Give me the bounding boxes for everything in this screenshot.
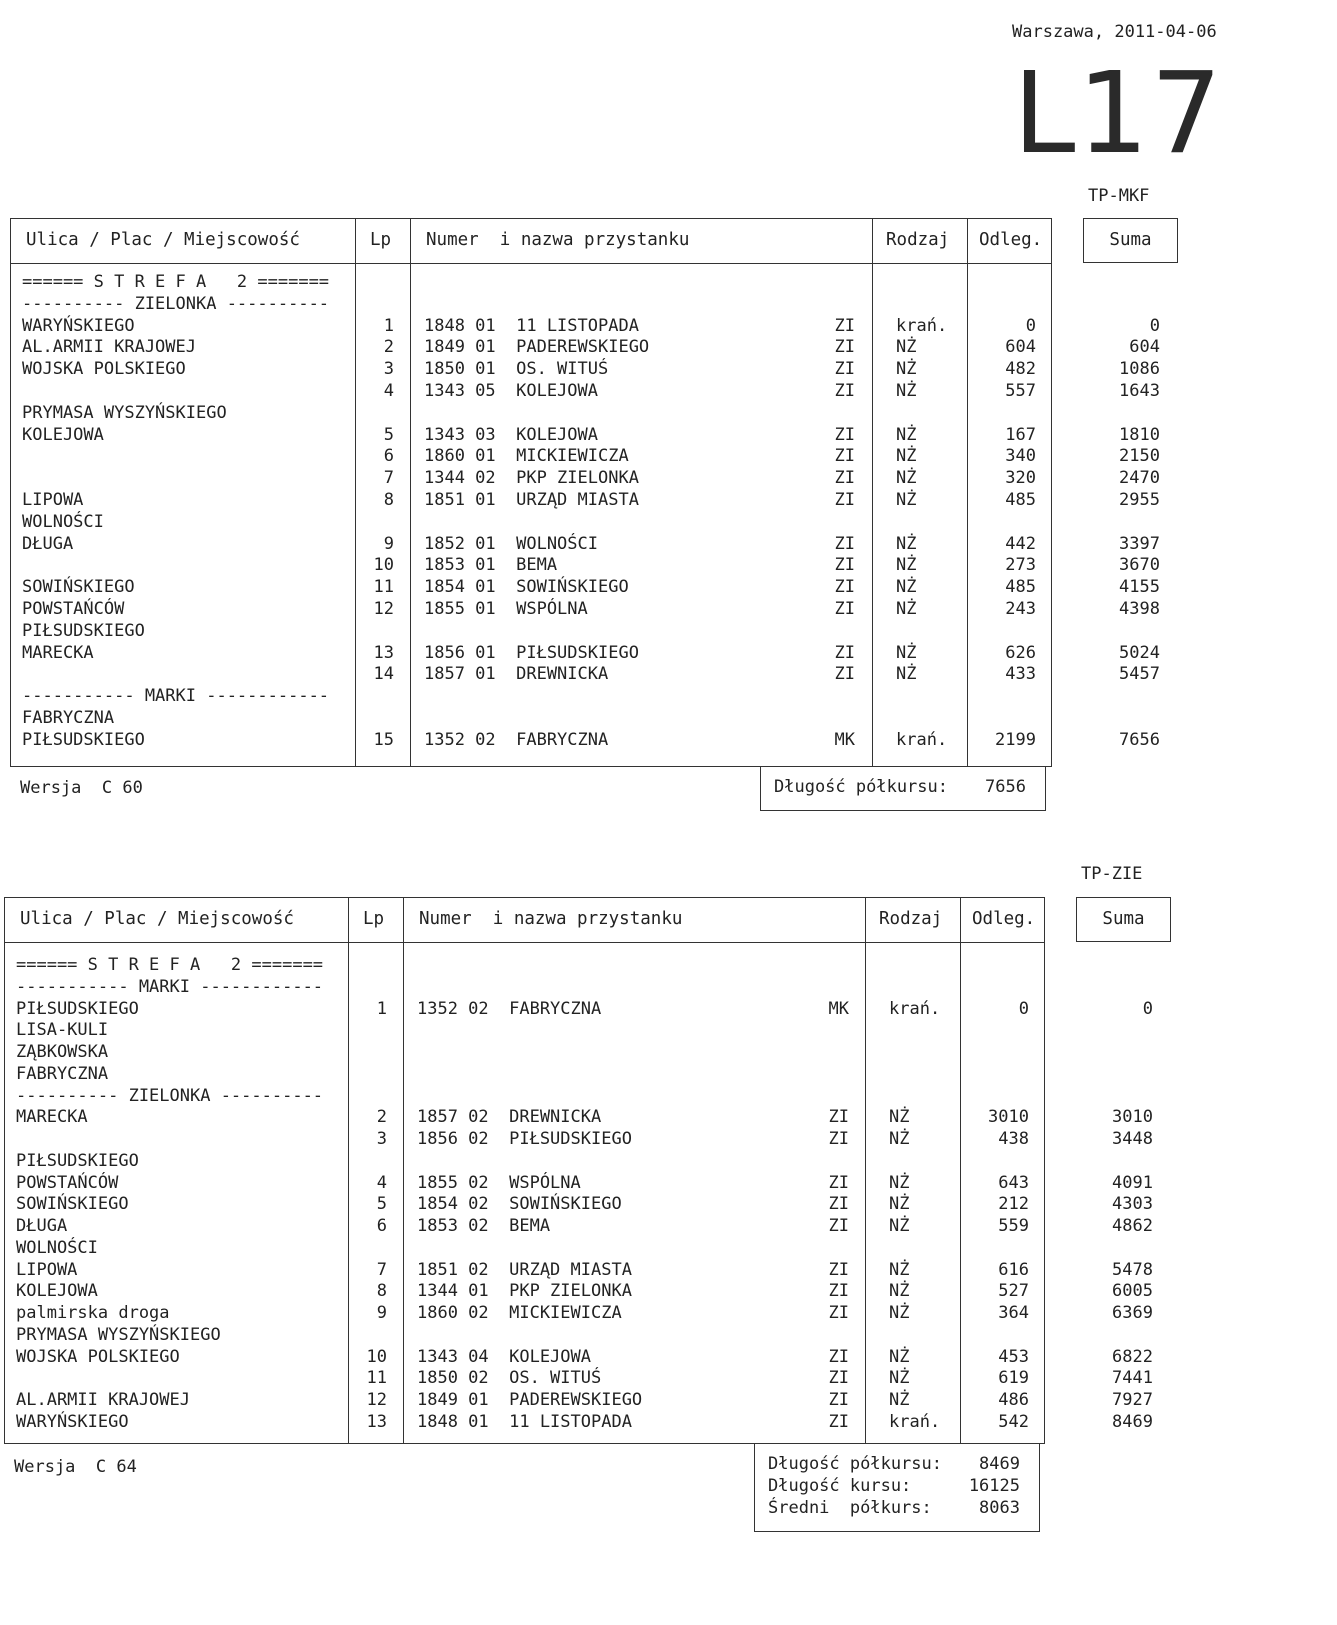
- stop-cumulative-sum: 7927: [1112, 1390, 1153, 1410]
- stop-distance: 527: [998, 1281, 1029, 1302]
- street-name: PRYMASA WYSZYŃSKIEGO: [16, 1324, 221, 1345]
- stop-cumulative-sum: 6822: [1112, 1346, 1153, 1367]
- street-name: AL.ARMII KRAJOWEJ: [22, 337, 196, 358]
- stop-distance: 619: [998, 1368, 1029, 1389]
- header-divider: [10, 263, 1052, 264]
- street-name: KOLEJOWA: [16, 1281, 98, 1302]
- stop-name: 1854 01 SOWIŃSKIEGO: [424, 577, 629, 598]
- stop-row: [0, 1346, 1337, 1368]
- stop-zone: ZI: [834, 424, 855, 445]
- stop-name: 1853 02 BEMA: [417, 1216, 551, 1236]
- stop-sequence: 4: [383, 381, 394, 401]
- stop-type: NŻ: [889, 1107, 910, 1128]
- street-row: [0, 707, 1337, 729]
- stop-sequence: 9: [376, 1303, 387, 1323]
- stop-row: [0, 445, 1337, 467]
- column-header-type: Rodzaj: [886, 230, 950, 250]
- stop-cumulative-sum: 3397: [1119, 533, 1160, 554]
- stop-zone: ZI: [828, 1390, 849, 1410]
- stop-sequence: 12: [373, 599, 394, 619]
- stop-row: [0, 1172, 1337, 1194]
- stop-sequence: 3: [383, 359, 394, 380]
- stop-cumulative-sum: 5457: [1119, 664, 1160, 685]
- column-header-distance: Odleg.: [979, 230, 1043, 250]
- street-name: KOLEJOWA: [22, 424, 104, 445]
- route-code: TP-ZIE: [1081, 864, 1143, 884]
- stop-cumulative-sum: 8469: [1112, 1411, 1153, 1432]
- stop-name: 1851 02 URZĄD MIASTA: [417, 1259, 632, 1280]
- stop-type: NŻ: [896, 359, 917, 380]
- stop-row: [0, 315, 1337, 337]
- stop-row: [0, 1128, 1337, 1150]
- line-number: L17: [1013, 49, 1224, 179]
- total-value: 8469: [979, 1454, 1020, 1474]
- total-label: Długość kursu:: [768, 1476, 912, 1496]
- stop-row: [0, 1280, 1337, 1302]
- street-row: [0, 1237, 1337, 1259]
- stop-distance: 364: [998, 1303, 1029, 1323]
- stop-name: 1860 02 MICKIEWICZA: [417, 1303, 622, 1323]
- stop-distance: 453: [998, 1346, 1029, 1367]
- street-row: [0, 1041, 1337, 1063]
- stop-cumulative-sum: 0: [1142, 998, 1153, 1019]
- stop-type: NŻ: [889, 1368, 910, 1389]
- stop-cumulative-sum: 1810: [1119, 424, 1160, 445]
- street-name: PIŁSUDSKIEGO: [16, 998, 139, 1019]
- stop-row: [0, 642, 1337, 664]
- stop-zone: ZI: [828, 1346, 849, 1367]
- stop-cumulative-sum: 3448: [1112, 1129, 1153, 1149]
- stop-zone: ZI: [828, 1107, 849, 1128]
- total-label: Długość półkursu:: [768, 1454, 942, 1474]
- column-header-stop: Numer i nazwa przystanku: [426, 230, 690, 250]
- street-name: FABRYCZNA: [16, 1063, 109, 1084]
- stop-row: [0, 1389, 1337, 1411]
- stop-zone: ZI: [834, 315, 855, 336]
- stop-row: [0, 1367, 1337, 1389]
- street-name: SOWIŃSKIEGO: [22, 577, 135, 598]
- stop-name: 1344 01 PKP ZIELONKA: [417, 1281, 632, 1302]
- stop-type: NŻ: [896, 490, 917, 510]
- stop-distance: 320: [1005, 468, 1036, 489]
- stop-row: [0, 663, 1337, 685]
- stop-distance: 442: [1005, 533, 1036, 554]
- street-name: DŁUGA: [16, 1216, 68, 1236]
- street-row: [0, 511, 1337, 533]
- stop-distance: 616: [998, 1259, 1029, 1280]
- stop-type: NŻ: [889, 1194, 910, 1215]
- section-divider-row: [0, 976, 1337, 998]
- stop-row: [0, 554, 1337, 576]
- stop-cumulative-sum: 1643: [1119, 381, 1160, 401]
- stop-cumulative-sum: 4398: [1119, 599, 1160, 619]
- street-name: SOWIŃSKIEGO: [16, 1194, 129, 1215]
- stop-name: 1352 02 FABRYCZNA: [417, 998, 602, 1019]
- stop-distance: 243: [1005, 599, 1036, 619]
- fare-zone-label: ====== S T R E F A 2 =======: [22, 272, 330, 292]
- stop-name: 1852 01 WOLNOŚCI: [424, 533, 598, 554]
- stop-zone: ZI: [828, 1281, 849, 1302]
- stop-sequence: 13: [373, 642, 394, 663]
- stop-zone: ZI: [834, 337, 855, 358]
- stop-name: 1853 01 BEMA: [424, 555, 558, 576]
- header-divider: [4, 942, 1045, 943]
- stop-type: NŻ: [896, 577, 917, 598]
- stop-type: NŻ: [896, 555, 917, 576]
- stop-distance: 643: [998, 1172, 1029, 1193]
- street-name: PIŁSUDSKIEGO: [22, 620, 145, 641]
- stop-zone: ZI: [834, 446, 855, 467]
- stop-distance: 557: [1005, 381, 1036, 401]
- total-value: 16125: [968, 1476, 1020, 1496]
- stop-row: [0, 1215, 1337, 1237]
- stop-zone: ZI: [834, 490, 855, 510]
- stop-zone: ZI: [828, 1172, 849, 1193]
- stop-name: 1856 02 PIŁSUDSKIEGO: [417, 1129, 632, 1149]
- stop-name: 1849 01 PADEREWSKIEGO: [424, 337, 650, 358]
- stop-zone: ZI: [834, 555, 855, 576]
- stop-sequence: 6: [376, 1216, 387, 1236]
- stop-name: 1849 01 PADEREWSKIEGO: [417, 1390, 643, 1410]
- stop-zone: ZI: [834, 533, 855, 554]
- stop-sequence: 10: [373, 555, 394, 576]
- street-name: POWSTAŃCÓW: [22, 599, 125, 619]
- section-divider-row: [0, 271, 1337, 293]
- stop-name: 1850 02 OS. WITUŚ: [417, 1368, 602, 1389]
- street-name: POWSTAŃCÓW: [16, 1172, 119, 1193]
- stop-row: [0, 1193, 1337, 1215]
- stop-name: 1856 01 PIŁSUDSKIEGO: [424, 642, 639, 663]
- stop-row: [0, 1259, 1337, 1281]
- town-label: ---------- ZIELONKA ----------: [16, 1085, 324, 1106]
- stop-type: krań.: [889, 998, 941, 1019]
- stop-distance: 485: [1005, 577, 1036, 598]
- stop-distance: 167: [1005, 424, 1036, 445]
- street-name: LIPOWA: [22, 490, 84, 510]
- stop-zone: ZI: [834, 599, 855, 619]
- stop-row: [0, 336, 1337, 358]
- stop-name: 1848 01 11 LISTOPADA: [424, 315, 639, 336]
- stop-distance: 433: [1005, 664, 1036, 685]
- stop-sequence: 3: [376, 1129, 387, 1149]
- stop-type: NŻ: [896, 468, 917, 489]
- stop-zone: ZI: [828, 1194, 849, 1215]
- stop-name: 1851 01 URZĄD MIASTA: [424, 490, 639, 510]
- stop-sequence: 6: [383, 446, 394, 467]
- stop-distance: 212: [998, 1194, 1029, 1215]
- street-name: PIŁSUDSKIEGO: [22, 729, 145, 750]
- stop-sequence: 15: [373, 729, 394, 750]
- stop-distance: 438: [998, 1129, 1029, 1149]
- stop-cumulative-sum: 4091: [1112, 1172, 1153, 1193]
- stop-zone: ZI: [828, 1216, 849, 1236]
- stop-name: 1855 02 WSPÓLNA: [417, 1172, 581, 1193]
- stop-sequence: 7: [376, 1259, 387, 1280]
- stop-row: [0, 424, 1337, 446]
- fare-zone-label: ====== S T R E F A 2 =======: [16, 955, 324, 975]
- street-name: DŁUGA: [22, 533, 74, 554]
- stop-cumulative-sum: 5478: [1112, 1259, 1153, 1280]
- stop-distance: 626: [1005, 642, 1036, 663]
- stop-name: 1343 05 KOLEJOWA: [424, 381, 598, 401]
- stop-name: 1343 04 KOLEJOWA: [417, 1346, 591, 1367]
- street-row: [0, 402, 1337, 424]
- stop-distance: 485: [1005, 490, 1036, 510]
- stop-cumulative-sum: 1086: [1119, 359, 1160, 380]
- stop-type: NŻ: [896, 664, 917, 685]
- document-date: Warszawa, 2011-04-06: [1012, 22, 1217, 42]
- column-header-type: Rodzaj: [879, 909, 943, 929]
- stop-type: NŻ: [889, 1390, 910, 1410]
- stop-zone: ZI: [834, 359, 855, 380]
- stop-distance: 340: [1005, 446, 1036, 467]
- stop-name: 1860 01 MICKIEWICZA: [424, 446, 629, 467]
- street-name: PRYMASA WYSZYŃSKIEGO: [22, 402, 227, 423]
- stop-row: [0, 1106, 1337, 1128]
- stop-distance: 482: [1005, 359, 1036, 380]
- stop-cumulative-sum: 4303: [1112, 1194, 1153, 1215]
- section-divider-row: [0, 685, 1337, 707]
- street-row: [0, 1324, 1337, 1346]
- stop-type: NŻ: [889, 1259, 910, 1280]
- stop-zone: MK: [828, 998, 849, 1019]
- stop-type: NŻ: [896, 424, 917, 445]
- stop-distance: 0: [1018, 998, 1029, 1019]
- street-name: palmirska droga: [16, 1303, 170, 1323]
- stop-name: 1855 01 WSPÓLNA: [424, 599, 588, 619]
- street-name: WOLNOŚCI: [22, 511, 104, 532]
- stop-sequence: 8: [376, 1281, 387, 1302]
- stop-row: [0, 598, 1337, 620]
- column-header-stop: Numer i nazwa przystanku: [419, 909, 683, 929]
- stop-type: NŻ: [889, 1281, 910, 1302]
- stop-cumulative-sum: 2955: [1119, 490, 1160, 510]
- street-name: WARYŃSKIEGO: [16, 1411, 129, 1432]
- street-name: WOLNOŚCI: [16, 1237, 98, 1258]
- town-label: ---------- ZIELONKA ----------: [22, 293, 330, 314]
- stop-distance: 2199: [995, 729, 1036, 750]
- town-label: ----------- MARKI ------------: [16, 976, 324, 997]
- stop-type: krań.: [896, 729, 948, 750]
- street-name: WOJSKA POLSKIEGO: [22, 359, 186, 380]
- stop-zone: ZI: [834, 577, 855, 598]
- route-code: TP-MKF: [1088, 186, 1150, 206]
- stop-zone: ZI: [834, 642, 855, 663]
- stop-type: NŻ: [889, 1216, 910, 1236]
- stop-type: NŻ: [896, 533, 917, 554]
- stop-distance: 604: [1005, 337, 1036, 358]
- street-name: AL.ARMII KRAJOWEJ: [16, 1390, 190, 1410]
- stop-sequence: 12: [366, 1390, 387, 1410]
- street-name: LISA-KULI: [16, 1020, 109, 1041]
- street-row: [0, 1063, 1337, 1085]
- stop-cumulative-sum: 6005: [1112, 1281, 1153, 1302]
- stop-type: NŻ: [896, 642, 917, 663]
- stop-cumulative-sum: 4862: [1112, 1216, 1153, 1236]
- stop-cumulative-sum: 7441: [1112, 1368, 1153, 1389]
- stop-distance: 273: [1005, 555, 1036, 576]
- stop-cumulative-sum: 7656: [1119, 729, 1160, 750]
- stop-distance: 559: [998, 1216, 1029, 1236]
- stop-sequence: 5: [383, 424, 394, 445]
- column-header-sum: Suma: [1083, 218, 1178, 263]
- section-divider-row: [0, 293, 1337, 315]
- street-name: MARECKA: [22, 642, 94, 663]
- stop-name: 1352 02 FABRYCZNA: [424, 729, 609, 750]
- stop-sequence: 9: [383, 533, 394, 554]
- stop-sequence: 4: [376, 1172, 387, 1193]
- street-name: WARYŃSKIEGO: [22, 315, 135, 336]
- stop-zone: ZI: [828, 1368, 849, 1389]
- stop-cumulative-sum: 5024: [1119, 642, 1160, 663]
- column-header-sum: Suma: [1076, 897, 1171, 942]
- stop-distance: 542: [998, 1411, 1029, 1432]
- stop-zone: ZI: [834, 381, 855, 401]
- stop-sequence: 1: [376, 998, 387, 1019]
- stop-cumulative-sum: 604: [1129, 337, 1160, 358]
- column-header-distance: Odleg.: [972, 909, 1036, 929]
- stop-cumulative-sum: 3010: [1112, 1107, 1153, 1128]
- stop-type: NŻ: [889, 1346, 910, 1367]
- stop-sequence: 2: [376, 1107, 387, 1128]
- stop-name: 1854 02 SOWIŃSKIEGO: [417, 1194, 622, 1215]
- stop-cumulative-sum: 2470: [1119, 468, 1160, 489]
- stop-row: [0, 1411, 1337, 1433]
- column-header-street: Ulica / Plac / Miejscowość: [26, 230, 300, 250]
- street-name: FABRYCZNA: [22, 708, 115, 728]
- total-value: 7656: [985, 777, 1026, 797]
- street-name: PIŁSUDSKIEGO: [16, 1150, 139, 1171]
- street-name: WOJSKA POLSKIEGO: [16, 1346, 180, 1367]
- stop-row: [0, 998, 1337, 1020]
- stop-type: NŻ: [889, 1172, 910, 1193]
- version-label: Wersja C 60: [20, 778, 143, 798]
- stop-row: [0, 358, 1337, 380]
- street-row: [0, 1019, 1337, 1041]
- stop-type: NŻ: [896, 446, 917, 467]
- stop-row: [0, 729, 1337, 751]
- column-header-lp: Lp: [363, 909, 385, 929]
- stop-row: [0, 380, 1337, 402]
- stop-sequence: 7: [383, 468, 394, 489]
- street-name: LIPOWA: [16, 1259, 78, 1280]
- stop-cumulative-sum: 3670: [1119, 555, 1160, 576]
- stop-type: NŻ: [889, 1129, 910, 1149]
- stop-distance: 3010: [988, 1107, 1029, 1128]
- total-label: Średni półkurs:: [768, 1498, 932, 1518]
- street-row: [0, 620, 1337, 642]
- street-row: [0, 1150, 1337, 1172]
- stop-name: 1857 02 DREWNICKA: [417, 1107, 602, 1128]
- stop-row: [0, 489, 1337, 511]
- stop-sequence: 5: [376, 1194, 387, 1215]
- stop-name: 1850 01 OS. WITUŚ: [424, 359, 609, 380]
- stop-sequence: 14: [373, 664, 394, 685]
- street-name: MARECKA: [16, 1107, 88, 1128]
- stop-cumulative-sum: 0: [1149, 315, 1160, 336]
- stop-sequence: 11: [366, 1368, 387, 1389]
- stop-zone: ZI: [828, 1259, 849, 1280]
- stop-sequence: 1: [383, 315, 394, 336]
- stop-distance: 486: [998, 1390, 1029, 1410]
- section-divider-row: [0, 1085, 1337, 1107]
- stop-row: [0, 533, 1337, 555]
- stop-row: [0, 1302, 1337, 1324]
- stop-type: NŻ: [896, 337, 917, 358]
- stop-zone: ZI: [828, 1303, 849, 1323]
- stop-name: 1848 01 11 LISTOPADA: [417, 1411, 632, 1432]
- stop-type: krań.: [889, 1411, 941, 1432]
- total-label: Długość półkursu:: [774, 777, 948, 797]
- stop-sequence: 13: [366, 1411, 387, 1432]
- street-name: ZĄBKOWSKA: [16, 1042, 109, 1062]
- stop-type: krań.: [896, 315, 948, 336]
- stop-cumulative-sum: 2150: [1119, 446, 1160, 467]
- stop-name: 1857 01 DREWNICKA: [424, 664, 609, 685]
- stop-sequence: 8: [383, 490, 394, 510]
- stop-row: [0, 576, 1337, 598]
- stop-name: 1344 02 PKP ZIELONKA: [424, 468, 639, 489]
- stop-zone: ZI: [834, 664, 855, 685]
- column-header-street: Ulica / Plac / Miejscowość: [20, 909, 294, 929]
- stop-zone: MK: [834, 729, 855, 750]
- stop-type: NŻ: [896, 599, 917, 619]
- stop-sequence: 10: [366, 1346, 387, 1367]
- stop-zone: ZI: [828, 1411, 849, 1432]
- version-label: Wersja C 64: [14, 1457, 137, 1477]
- stop-zone: ZI: [828, 1129, 849, 1149]
- stop-sequence: 11: [373, 577, 394, 598]
- section-divider-row: [0, 954, 1337, 976]
- stop-name: 1343 03 KOLEJOWA: [424, 424, 598, 445]
- column-header-lp: Lp: [370, 230, 392, 250]
- stop-type: NŻ: [889, 1303, 910, 1323]
- stop-sequence: 2: [383, 337, 394, 358]
- stop-type: NŻ: [896, 381, 917, 401]
- stop-row: [0, 467, 1337, 489]
- stop-zone: ZI: [834, 468, 855, 489]
- stop-cumulative-sum: 4155: [1119, 577, 1160, 598]
- stop-cumulative-sum: 6369: [1112, 1303, 1153, 1323]
- stop-distance: 0: [1025, 315, 1036, 336]
- town-label: ----------- MARKI ------------: [22, 686, 330, 707]
- total-value: 8063: [979, 1498, 1020, 1518]
